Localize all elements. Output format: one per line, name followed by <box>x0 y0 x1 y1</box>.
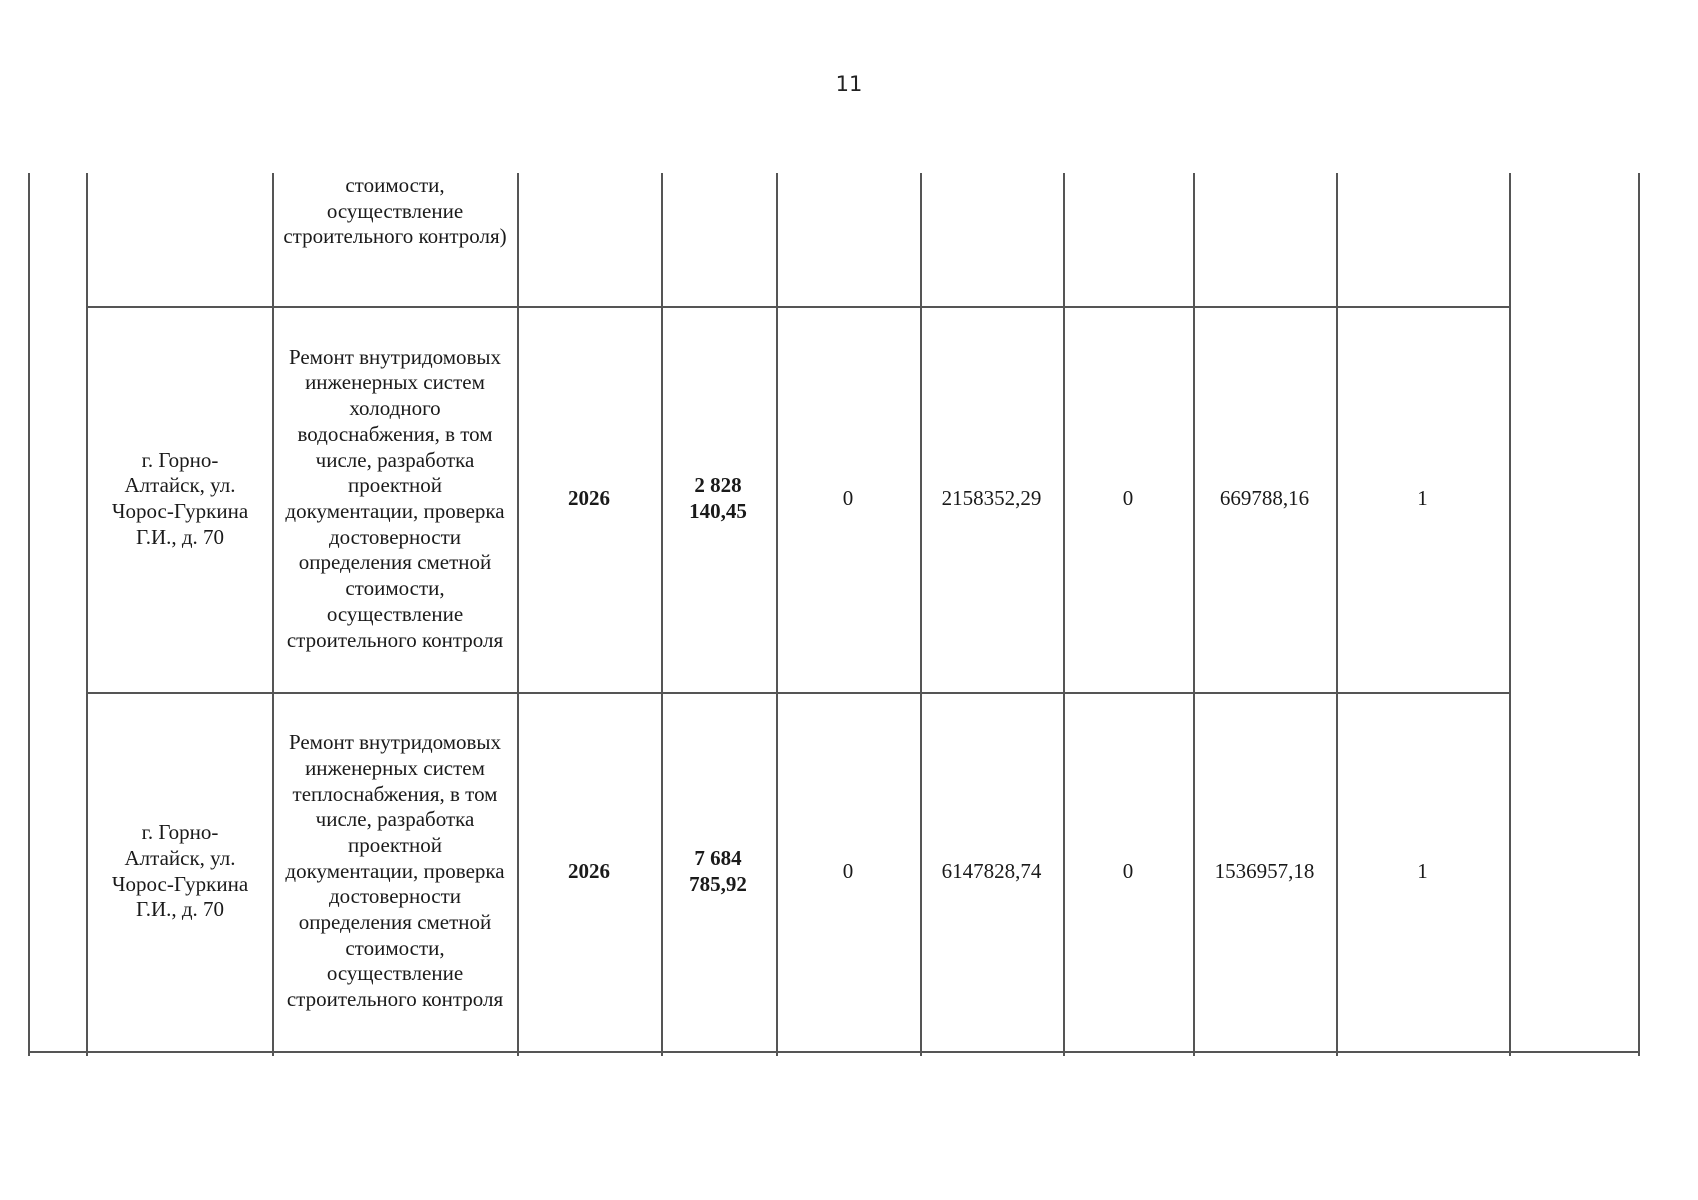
amount-text: 0 <box>1122 858 1134 883</box>
count-cell <box>1336 306 1509 692</box>
count-cell <box>1336 692 1509 1051</box>
table-border-bottom <box>28 1051 1639 1053</box>
amount-cell <box>776 306 920 692</box>
year-text: 2026 <box>568 858 610 883</box>
count-text: 1 <box>1417 858 1428 883</box>
address-cell <box>100 692 260 1051</box>
amount-text: 2158352,29 <box>941 486 1042 511</box>
amount-text: 0 <box>842 858 854 883</box>
year-cell <box>517 306 661 692</box>
amount-text: 0 <box>842 486 854 511</box>
amount-text: 669788,16 <box>1219 486 1310 511</box>
page-number: 11 <box>835 72 863 96</box>
amount-cell <box>1193 306 1336 692</box>
total-cost-cell <box>676 306 760 692</box>
table-border-left <box>28 173 30 1056</box>
year-cell <box>517 692 661 1051</box>
amount-cell <box>776 692 920 1051</box>
amount-text: 0 <box>1122 486 1134 511</box>
total-cost-text: 2 828 140,45 <box>689 473 747 523</box>
description-cell <box>280 306 510 692</box>
address-text: г. Горно-Алтайск, ул. Чорос-Гуркина Г.И., д. 70 <box>111 447 249 549</box>
amount-cell <box>1063 692 1193 1051</box>
year-text: 2026 <box>568 486 610 511</box>
total-cost-cell <box>676 692 760 1051</box>
amount-text: 1536957,18 <box>1214 858 1315 883</box>
amount-cell <box>1063 306 1193 692</box>
amount-cell <box>920 692 1063 1051</box>
description-text: Ремонт внутридомовых инженерных систем теплоснабжения, в том числе, разработка проектной документации, проверка достоверности определения сметной стоимости, осуществление строительного контроля <box>285 730 505 1012</box>
amount-cell <box>920 306 1063 692</box>
description-cell-continued <box>280 173 510 277</box>
description-text: Ремонт внутридомовых инженерных систем холодного водоснабжения, в том числе, разработка проектной документации, проверка достоверности определения сметной стоимости, осуществление строительного контроля <box>285 344 505 652</box>
total-cost-text: 7 684 785,92 <box>689 845 747 896</box>
amount-cell <box>1193 692 1336 1051</box>
description-text: стоимости, осуществление строительного контроля) <box>283 173 507 249</box>
address-cell <box>100 306 260 692</box>
amount-text: 6147828,74 <box>941 858 1042 883</box>
address-text: г. Горно-Алтайск, ул. Чорос-Гуркина Г.И., д. 70 <box>111 820 249 922</box>
table-border-right <box>1638 173 1640 1056</box>
count-text: 1 <box>1417 486 1428 511</box>
description-cell <box>280 692 510 1051</box>
